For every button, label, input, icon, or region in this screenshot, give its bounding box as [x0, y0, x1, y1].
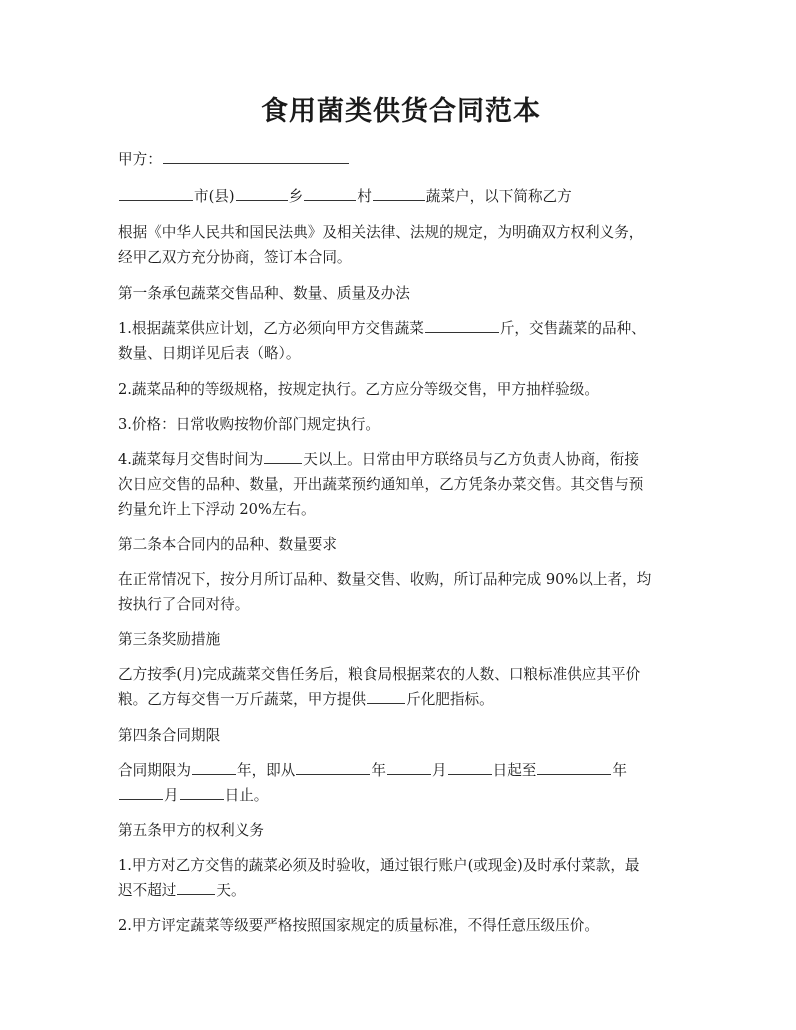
article-1-item-2: 2.蔬菜品种的等级规格，按规定执行。乙方应分等级交售，甲方抽样验级。 — [118, 381, 599, 398]
party-a-blank — [163, 149, 349, 164]
household-blank — [373, 186, 425, 201]
article-1-title: 第一条承包蔬菜交售品种、数量、质量及办法 — [118, 285, 410, 302]
article-1-item-1 — [118, 316, 688, 366]
start-month-blank — [387, 760, 431, 775]
intro-paragraph — [118, 220, 688, 270]
art4-text-c: 年 — [371, 762, 386, 779]
start-year-blank — [296, 760, 370, 775]
art1-4-text-a: 4.蔬菜每月交售时间为 — [118, 451, 264, 468]
intro-line-2: 经甲乙双方充分协商，签订本合同。 — [118, 249, 352, 266]
party-a-label: 甲方： — [118, 151, 162, 168]
quantity-blank — [425, 318, 499, 333]
end-day-blank — [180, 785, 224, 800]
end-year-blank — [537, 760, 611, 775]
art4-text-f: 年 — [612, 762, 627, 779]
article-5-title: 第五条甲方的权利义务 — [118, 822, 264, 839]
art1-4-text-b: 天以上。日常由甲方联络员与乙方负责人协商，衔接 — [303, 451, 639, 468]
township-blank — [236, 186, 288, 201]
article-2-title: 第二条本合同内的品种、数量要求 — [118, 536, 337, 553]
article-3-body — [118, 662, 688, 712]
village-blank — [304, 186, 356, 201]
art5-1-line-2b: 天。 — [216, 882, 246, 899]
art5-1-line-2a: 迟不超过 — [118, 882, 177, 899]
art4-text-h: 日止。 — [224, 787, 269, 804]
end-month-blank — [119, 785, 163, 800]
art4-text-d: 月 — [431, 762, 447, 779]
fertilizer-blank — [367, 689, 405, 704]
article-4-body — [118, 758, 688, 808]
days-blank — [264, 449, 302, 464]
start-day-blank — [448, 760, 492, 775]
art3-line-2a: 粮。乙方每交售一万斤蔬菜，甲方提供 — [118, 691, 367, 708]
payment-days-blank — [177, 880, 215, 895]
article-3-title: 第三条奖励措施 — [118, 631, 221, 648]
intro-line-1: 根据《中华人民共和国民法典》及相关法律、法规的规定，为明确双方权利义务， — [118, 224, 644, 241]
art4-text-g: 月 — [164, 787, 179, 804]
article-5-item-1 — [118, 853, 688, 903]
art3-line-2b: 斤化肥指标。 — [406, 691, 494, 708]
party-b-label: 蔬菜户，以下简称乙方 — [425, 188, 572, 205]
art1-1-text-b: 斤，交售蔬菜的品种、 — [499, 320, 646, 337]
art4-text-a: 合同期限为 — [118, 762, 191, 779]
art2-line-1: 在正常情况下，按分月所订品种、数量交售、收购，所订品种完成 90%以上者，均 — [118, 571, 652, 588]
term-years-blank — [192, 760, 236, 775]
party-b-line — [118, 184, 688, 209]
art4-text-b: 年，即从 — [236, 762, 296, 779]
article-1-item-3: 3.价格：日常收购按物价部门规定执行。 — [118, 416, 381, 433]
article-4-title: 第四条合同期限 — [118, 727, 221, 744]
art5-1-line-1: 1.甲方对乙方交售的蔬菜必须及时验收，通过银行账户(或现金)及时承付菜款，最 — [118, 857, 640, 874]
art4-text-e: 日起至 — [492, 762, 537, 779]
art3-line-1: 乙方按季(月)完成蔬菜交售任务后，粮食局根据菜农的人数、口粮标准供应其平价 — [118, 666, 641, 683]
article-2-body — [118, 567, 688, 617]
page-title: 食用菌类供货合同范本 — [261, 96, 541, 127]
art1-1-text-a: 1.根据蔬菜供应计划，乙方必须向甲方交售蔬菜 — [118, 320, 424, 337]
township-label: 乡 — [288, 188, 304, 205]
art1-4-line-2: 次日应交售的品种、数量，开出蔬菜预约通知单，乙方凭条办菜交售。其交售与预 — [118, 476, 644, 493]
village-label: 村 — [357, 188, 372, 205]
art1-1-line-2: 数量、日期详见后表（略）。 — [118, 345, 301, 362]
art2-line-2: 按执行了合同对待。 — [118, 596, 250, 613]
city-blank — [119, 186, 193, 201]
art1-4-line-3: 约量允许上下浮动 20%左右。 — [118, 501, 316, 518]
article-5-item-2: 2.甲方评定蔬菜等级要严格按照国家规定的质量标准，不得任意压级压价。 — [118, 917, 599, 934]
city-label: 市(县) — [194, 188, 235, 205]
party-a-line — [118, 147, 688, 172]
article-1-item-4 — [118, 447, 688, 522]
